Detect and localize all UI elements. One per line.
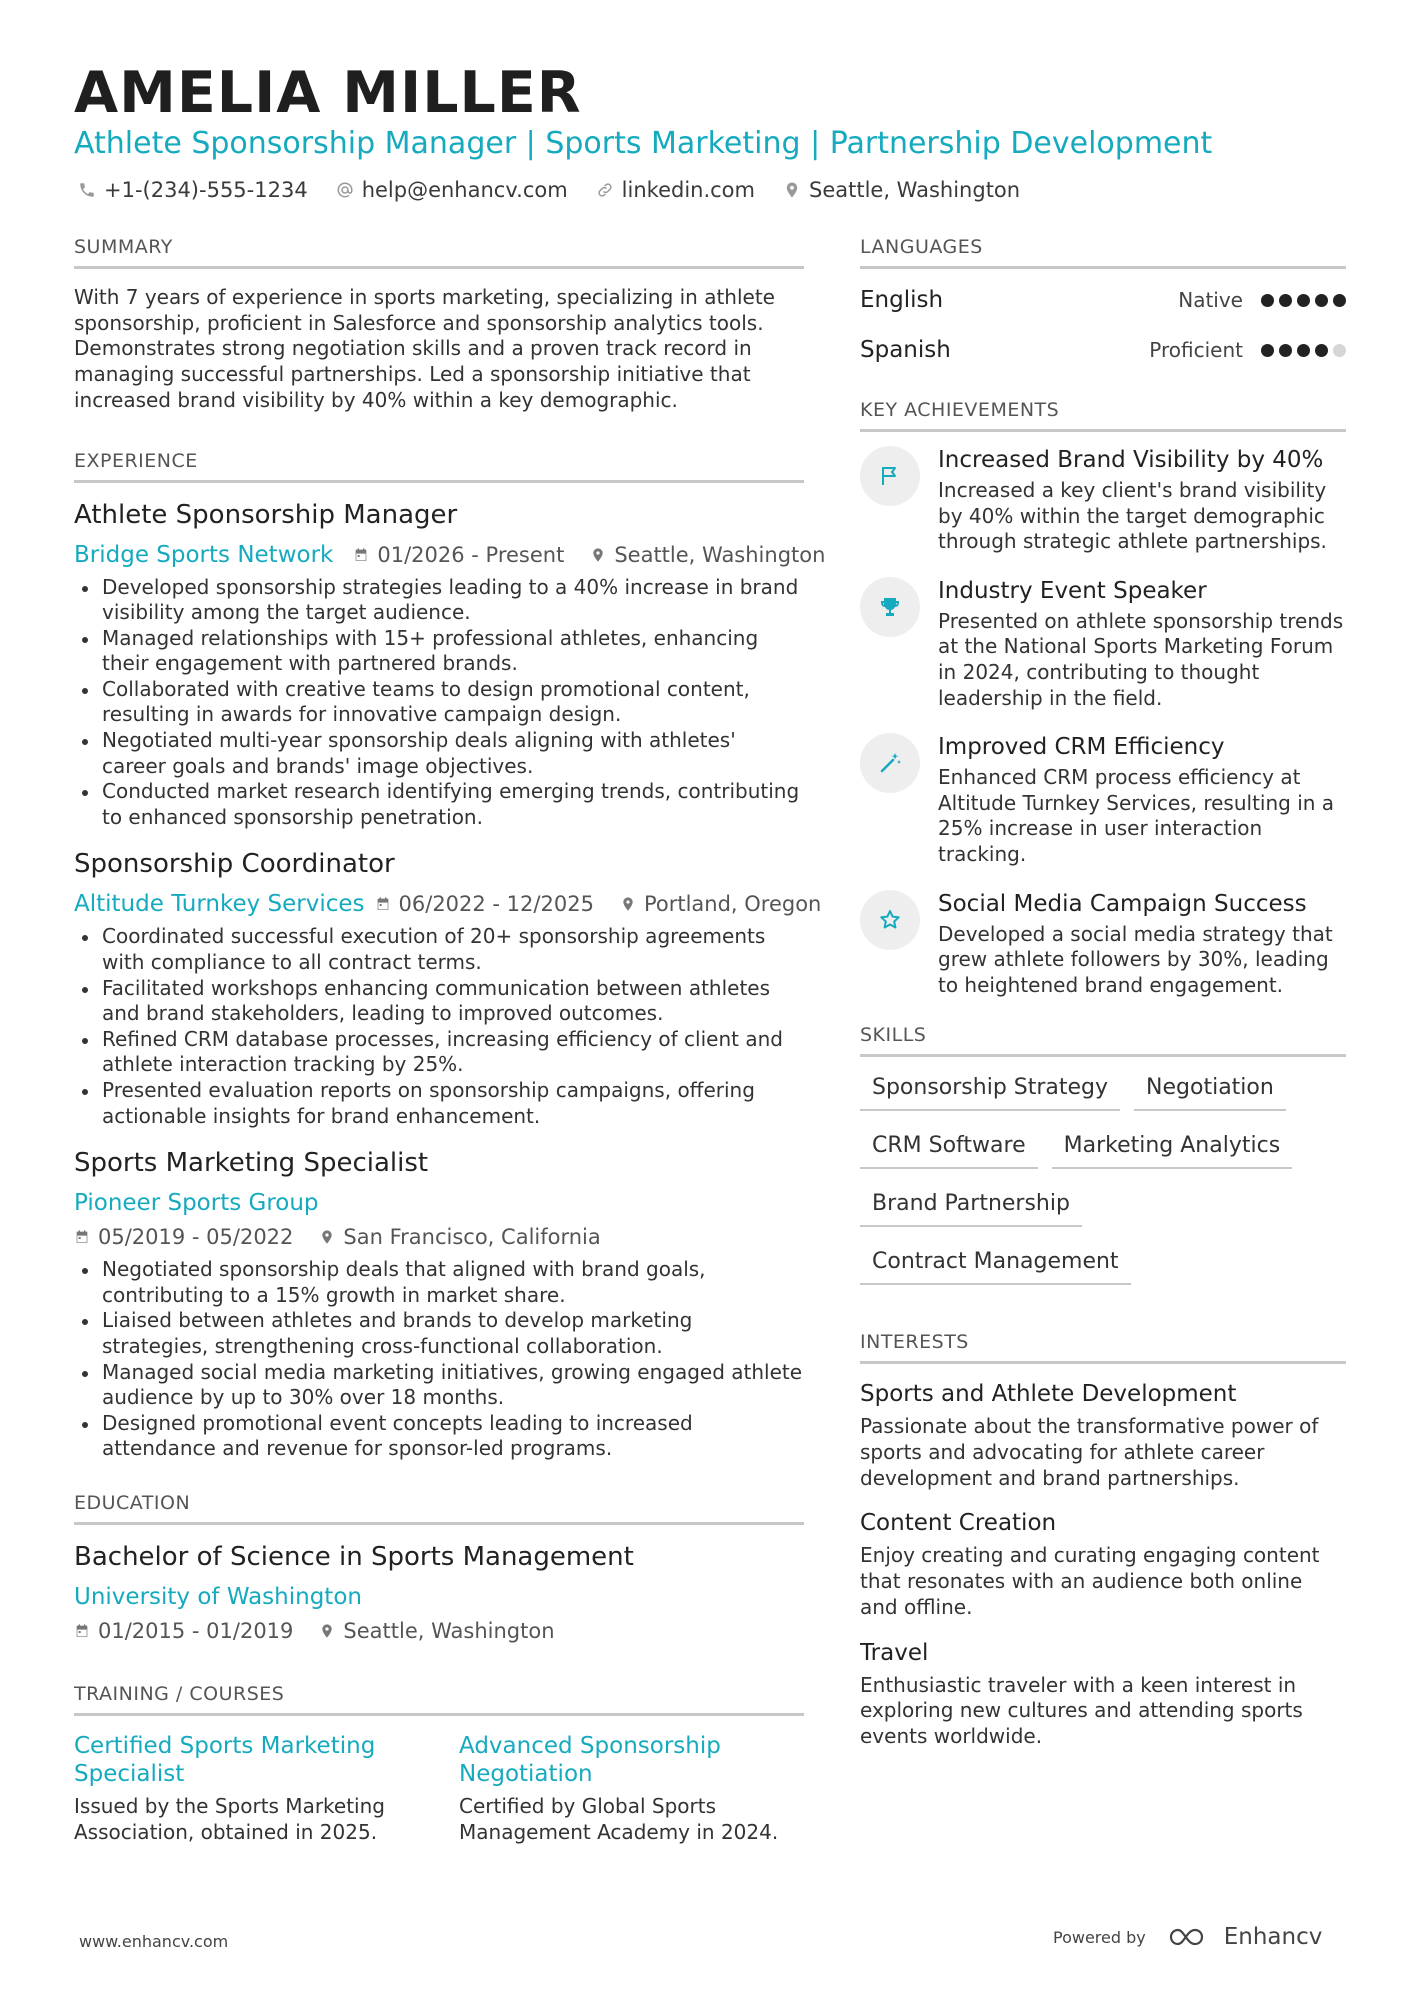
achievement-desc: Presented on athlete sponsorship trends at the National Sports Marketing Forum in 2024, contributing to thought leadership in the field. xyxy=(938,608,1344,710)
summary-section xyxy=(74,236,804,414)
job-bullets xyxy=(74,575,804,831)
interest-title: Sports and Athlete Development xyxy=(860,1381,1237,1408)
languages-section xyxy=(860,236,1346,375)
interest-title: Content Creation xyxy=(860,1510,1057,1537)
experience-section xyxy=(74,449,826,1462)
bullet: Managed relationships with 15+ professional athletes, enhancing their engagement with partnered brands. xyxy=(102,626,804,677)
rating-dot-filled xyxy=(1333,294,1346,307)
language-rating xyxy=(1261,344,1346,357)
company-name: Pioneer Sports Group xyxy=(74,1190,319,1217)
job-location-text: San Francisco, California xyxy=(343,1225,601,1250)
education-meta xyxy=(74,1617,804,1645)
footer-branding xyxy=(1053,1924,1322,1950)
interest-item xyxy=(860,1380,1346,1491)
rating-dot-empty xyxy=(1333,344,1346,357)
language-rating xyxy=(1261,294,1346,307)
training-heading: TRAINING / COURSES xyxy=(74,1683,804,1716)
achievement-item xyxy=(860,577,1346,711)
achievement-desc: Enhanced CRM process efficiency at Altitude Turnkey Services, resulting in a 25% increase in user interaction tracking. xyxy=(938,765,1335,866)
rating-dot-filled xyxy=(1297,344,1310,357)
language-level: Proficient xyxy=(1149,338,1243,362)
language-name: English xyxy=(860,287,944,313)
left-column xyxy=(74,236,826,1845)
languages-heading: LANGUAGES xyxy=(860,236,1346,269)
contact-bar xyxy=(78,178,1020,202)
course-list xyxy=(74,1732,804,1845)
skill-tag: CRM Software xyxy=(860,1121,1038,1169)
calendar-icon xyxy=(74,1229,90,1245)
job-entry xyxy=(74,848,822,1129)
achievement-body xyxy=(938,577,1346,711)
job-location xyxy=(620,890,821,918)
flag-icon xyxy=(860,446,920,506)
location-pin-icon xyxy=(783,181,801,199)
candidate-name: AMELIA MILLER xyxy=(74,60,582,126)
skill-tag: Sponsorship Strategy xyxy=(860,1063,1120,1111)
contact-phone[interactable] xyxy=(78,178,308,202)
skills-section xyxy=(860,1024,1346,1295)
skill-tag: Negotiation xyxy=(1134,1063,1286,1111)
job-location-text: Seattle, Washington xyxy=(614,542,826,567)
experience-heading: EXPERIENCE xyxy=(74,450,804,483)
location-pin-icon xyxy=(319,1623,335,1639)
phone-icon xyxy=(78,181,96,199)
bullet: Coordinated successful execution of 20+ sponsorship agreements with compliance to all contract terms. xyxy=(102,924,804,975)
job-dates xyxy=(74,1223,293,1251)
company-name: Altitude Turnkey Services xyxy=(74,891,365,918)
link-icon xyxy=(596,181,614,199)
location-pin-icon xyxy=(590,547,606,563)
contact-email[interactable] xyxy=(336,178,568,202)
skill-list xyxy=(860,1063,1346,1295)
bullet: Liaised between athletes and brands to develop marketing strategies, strengthening cross-functional collaboration. xyxy=(102,1308,804,1359)
bullet: Collaborated with creative teams to design promotional content, resulting in awards for innovative campaign design. xyxy=(102,677,804,728)
powered-by-label: Powered by xyxy=(1053,1927,1146,1947)
education-heading: EDUCATION xyxy=(74,1492,804,1525)
interest-desc: Enthusiastic traveler with a keen interest in exploring new cultures and attending sports events worldwide. xyxy=(860,1672,1303,1748)
rating-dot-filled xyxy=(1279,294,1292,307)
training-section xyxy=(74,1683,804,1845)
language-proficiency xyxy=(1178,288,1346,312)
skill-tag: Marketing Analytics xyxy=(1052,1121,1293,1169)
brand-name: Enhancv xyxy=(1223,1924,1323,1950)
job-title: Sponsorship Coordinator xyxy=(74,849,395,880)
skill-tag: Brand Partnership xyxy=(860,1179,1082,1227)
achievement-body xyxy=(938,446,1346,555)
bullet: Presented evaluation reports on sponsorship campaigns, offering actionable insights for brand enhancement. xyxy=(102,1078,804,1129)
bullet: Developed sponsorship strategies leading to a 40% increase in brand visibility among the target audience. xyxy=(102,575,804,626)
achievement-title: Social Media Campaign Success xyxy=(938,890,1307,917)
job-location xyxy=(319,1223,600,1251)
bullet: Conducted market research identifying emerging trends, contributing to enhanced sponsorship penetration. xyxy=(102,779,804,830)
email-text: help@enhancv.com xyxy=(361,178,568,202)
interests-heading: INTERESTS xyxy=(860,1331,1346,1364)
location-pin-icon xyxy=(620,896,636,912)
rating-dot-filled xyxy=(1261,344,1274,357)
calendar-icon xyxy=(74,1623,90,1639)
star-icon xyxy=(860,890,920,950)
education-dates xyxy=(74,1617,293,1645)
language-row xyxy=(860,325,1346,375)
magic-wand-icon xyxy=(860,733,920,793)
bullet: Negotiated multi-year sponsorship deals aligning with athletes' career goals and brands' image objectives. xyxy=(102,728,804,779)
enhancv-logo-icon xyxy=(1168,1926,1214,1948)
language-level: Native xyxy=(1178,288,1243,312)
interest-desc: Enjoy creating and curating engaging content that resonates with an audience both online and offline. xyxy=(860,1543,1320,1619)
right-column xyxy=(860,236,1346,1768)
achievement-item xyxy=(860,446,1346,555)
linkedin-text: linkedin.com xyxy=(621,178,755,202)
job-location-text: Portland, Oregon xyxy=(643,892,822,917)
achievement-desc: Increased a key client's brand visibility by 40% within the target demographic through strategic athlete partnerships. xyxy=(938,478,1327,554)
education-location xyxy=(319,1617,554,1645)
achievements-heading: KEY ACHIEVEMENTS xyxy=(860,399,1346,432)
education-location-text: Seattle, Washington xyxy=(343,1618,555,1643)
bullet: Facilitated workshops enhancing communication between athletes and brand stakeholders, leading to improved outcomes. xyxy=(102,976,804,1027)
school-name: University of Washington xyxy=(74,1583,362,1610)
job-meta xyxy=(74,890,822,918)
footer-website[interactable]: www.enhancv.com xyxy=(79,1932,229,1951)
job-meta xyxy=(74,1223,804,1251)
contact-linkedin[interactable] xyxy=(596,178,755,202)
rating-dot-filled xyxy=(1261,294,1274,307)
job-company-row xyxy=(74,1189,804,1217)
contact-location xyxy=(783,178,1020,202)
skills-heading: SKILLS xyxy=(860,1024,1346,1057)
bullet: Refined CRM database processes, increasing efficiency of client and athlete interaction tracking by 25%. xyxy=(102,1027,804,1078)
job-bullets xyxy=(74,924,804,1129)
course-item xyxy=(74,1732,419,1845)
interest-item xyxy=(860,1639,1346,1750)
summary-text: With 7 years of experience in sports marketing, specializing in athlete sponsorship, proficient in Salesforce and sponsorship analytics tools. Demonstrates strong negotiation skills and a proven track record in managing successful partnerships. Led a sponsorship initiative that increased brand visibility by 40% within a key demographic. xyxy=(74,285,775,412)
job-dates xyxy=(353,541,564,569)
job-meta xyxy=(74,541,826,569)
achievement-desc: Developed a social media strategy that grew athlete followers by 30%, leading to heightened brand engagement. xyxy=(938,921,1333,997)
rating-dot-filled xyxy=(1315,344,1328,357)
job-title: Athlete Sponsorship Manager xyxy=(74,499,458,530)
rating-dot-filled xyxy=(1279,344,1292,357)
phone-text: +1-(234)-555-1234 xyxy=(104,178,308,202)
summary-heading: SUMMARY xyxy=(74,236,804,269)
course-desc: Issued by the Sports Marketing Association, obtained in 2025. xyxy=(74,1793,385,1844)
achievement-body xyxy=(938,733,1346,867)
calendar-icon xyxy=(353,547,369,563)
achievement-item xyxy=(860,733,1346,867)
at-icon xyxy=(336,181,354,199)
company-name: Bridge Sports Network xyxy=(74,541,334,568)
education-dates-text: 01/2015 - 01/2019 xyxy=(98,1618,294,1643)
job-location xyxy=(590,541,825,569)
job-dates-text: 05/2019 - 05/2022 xyxy=(98,1225,294,1250)
location-text: Seattle, Washington xyxy=(808,178,1021,202)
achievement-body xyxy=(938,890,1346,999)
language-proficiency xyxy=(1149,338,1346,362)
job-dates-text: 06/2022 - 12/2025 xyxy=(398,892,594,917)
job-entry xyxy=(74,1147,804,1462)
job-entry xyxy=(74,499,826,831)
headline: Athlete Sponsorship Manager | Sports Marketing | Partnership Development xyxy=(74,126,1213,161)
calendar-icon xyxy=(375,896,391,912)
course-item xyxy=(459,1732,804,1845)
achievement-title: Industry Event Speaker xyxy=(938,577,1207,604)
achievements-section xyxy=(860,399,1346,998)
rating-dot-filled xyxy=(1315,294,1328,307)
job-dates-text: 01/2026 - Present xyxy=(377,542,565,567)
job-title: Sports Marketing Specialist xyxy=(74,1148,429,1179)
achievement-title: Improved CRM Efficiency xyxy=(938,734,1225,761)
rating-dot-filled xyxy=(1297,294,1310,307)
bullet: Designed promotional event concepts leading to increased attendance and revenue for sponsor-led programs. xyxy=(102,1411,804,1462)
bullet: Negotiated sponsorship deals that aligned with brand goals, contributing to a 15% growth in market share. xyxy=(102,1257,804,1308)
achievement-item xyxy=(860,890,1346,999)
job-dates xyxy=(375,890,594,918)
skill-tag: Contract Management xyxy=(860,1237,1131,1285)
degree: Bachelor of Science in Sports Management xyxy=(74,1541,634,1572)
achievement-title: Increased Brand Visibility by 40% xyxy=(938,447,1324,473)
bullet: Managed social media marketing initiatives, growing engaged athlete audience by up to 30% over 18 months. xyxy=(102,1359,803,1410)
interests-section xyxy=(860,1331,1346,1749)
location-pin-icon xyxy=(319,1229,335,1245)
interest-item xyxy=(860,1509,1346,1620)
job-bullets xyxy=(74,1257,804,1462)
interest-title: Travel xyxy=(860,1639,929,1666)
interest-desc: Passionate about the transformative power of sports and advocating for athlete career development and brand partnerships. xyxy=(860,1414,1319,1490)
course-desc: Certified by Global Sports Management Academy in 2024. xyxy=(459,1793,779,1844)
language-name: Spanish xyxy=(860,337,951,363)
trophy-icon xyxy=(860,577,920,637)
enhancv-logo[interactable] xyxy=(1168,1924,1323,1950)
course-title: Advanced Sponsorship Negotiation xyxy=(459,1732,721,1787)
school-row xyxy=(74,1583,804,1611)
course-title: Certified Sports Marketing Specialist xyxy=(74,1732,376,1787)
education-section xyxy=(74,1492,804,1645)
language-row xyxy=(860,275,1346,325)
